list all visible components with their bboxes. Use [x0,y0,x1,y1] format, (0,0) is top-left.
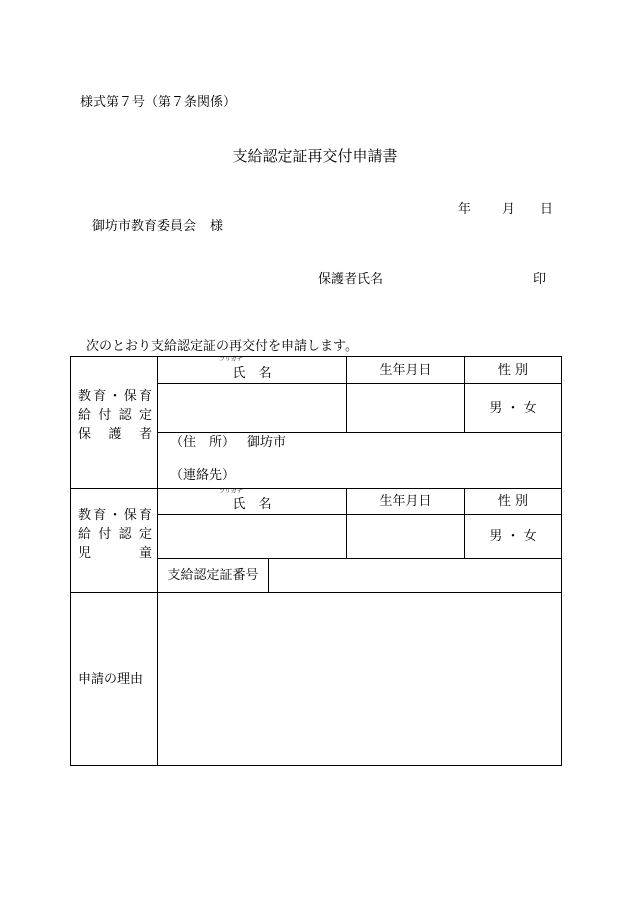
rule [157,432,562,433]
honorific: 様 [210,219,224,234]
document-title: 支給認定証再交付申請書 [232,147,398,165]
reason-label: 申請の理由 [78,671,144,687]
date-month-label: 月 [502,202,516,217]
guardian-name-label: 保護者氏名 [318,272,384,287]
form-number: 様式第７号（第７条関係） [80,95,237,110]
date-day-label: 日 [540,202,554,217]
guardian-contact[interactable]: （連絡先） [170,468,236,483]
child-section-label [78,506,152,563]
guardian-name-field[interactable] [158,384,346,432]
label-line: 給 付 認 定 [78,527,152,542]
guardian-address[interactable] [170,436,286,449]
seal-mark: 印 [533,272,547,287]
date-year-label: 年 [458,202,472,217]
reason-field[interactable] [158,593,561,765]
label-line: 児 童 [78,546,152,561]
guardian-birthdate-field[interactable] [347,384,464,432]
certificate-number-field[interactable] [269,559,561,592]
guardian-section-label [78,387,152,444]
table-border-bottom [70,765,562,766]
address-value: 御坊市 [247,435,287,450]
address-label: （住 所） [170,435,236,450]
child-name-field[interactable] [158,515,346,558]
addressee-name: 御坊市教育委員会 [92,219,197,234]
table-border-right [561,356,562,766]
label-line: 給 付 認 定 [78,408,152,423]
intro-text: 次のとおり支給認定証の再交付を申請します。 [86,339,358,354]
child-sex-options[interactable]: 男 ・ 女 [489,529,537,544]
furigana-label: フリガナ [219,488,243,495]
name-header: 氏 名 [232,497,272,512]
guardian-sex-options[interactable]: 男 ・ 女 [489,400,537,416]
label-line: 保 護 者 [78,427,152,442]
birthdate-header: 生年月日 [379,362,432,378]
label-line: 教 育 ・ 保 育 [78,389,152,404]
label-line: 教 育 ・ 保 育 [78,508,152,523]
certificate-number-label: 支給認定証番号 [167,568,259,583]
addressee [92,220,223,233]
sex-header: 性 別 [497,494,529,509]
sex-header: 性 別 [497,362,529,378]
birthdate-header: 生年月日 [379,494,432,509]
child-birthdate-field[interactable] [347,515,464,558]
name-header: 氏 名 [232,365,272,381]
furigana-label: フリガナ [219,356,243,363]
